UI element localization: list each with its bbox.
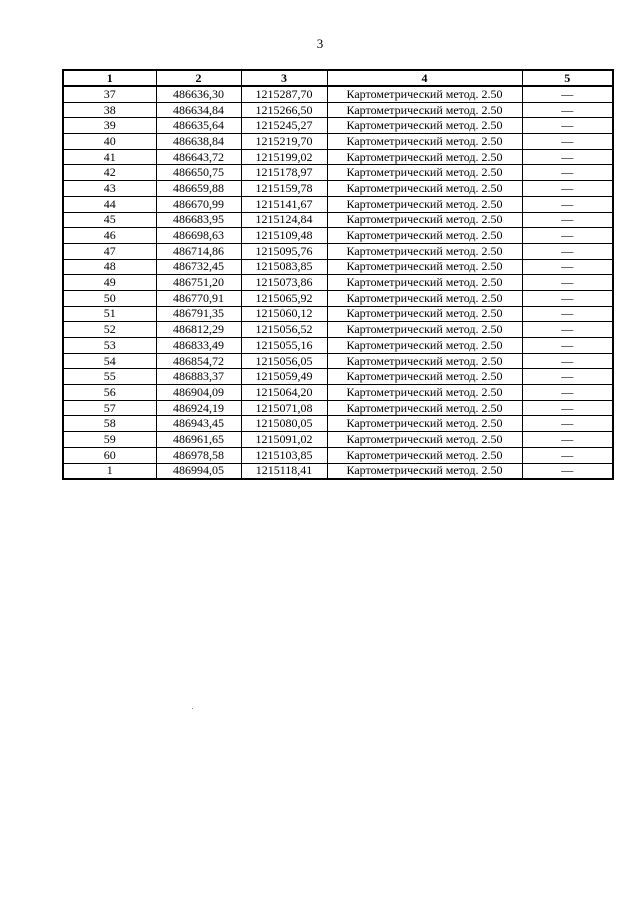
point-number-cell: 55 [63, 369, 156, 385]
y-coordinate-cell: 1215124,84 [241, 212, 327, 228]
description-cell: — [522, 118, 613, 134]
column-header-2: 2 [156, 70, 241, 86]
point-number-cell: 41 [63, 149, 156, 165]
x-coordinate-cell: 486994,05 [156, 463, 241, 479]
point-number-cell: 45 [63, 212, 156, 228]
table-row [63, 134, 613, 150]
x-coordinate-cell: 486978,58 [156, 447, 241, 463]
x-coordinate-cell: 486634,84 [156, 102, 241, 118]
point-number-cell: 57 [63, 400, 156, 416]
table-row [63, 290, 613, 306]
description-cell: — [522, 447, 613, 463]
y-coordinate-cell: 1215219,70 [241, 134, 327, 150]
description-cell: — [522, 149, 613, 165]
table-row [63, 447, 613, 463]
table-header [63, 70, 613, 86]
method-cell: Картометрический метод. 2.50 [327, 243, 522, 259]
x-coordinate-cell: 486638,84 [156, 134, 241, 150]
table-row [63, 86, 613, 102]
x-coordinate-cell: 486636,30 [156, 86, 241, 102]
x-coordinate-cell: 486812,29 [156, 322, 241, 338]
point-number-cell: 42 [63, 165, 156, 181]
y-coordinate-cell: 1215083,85 [241, 259, 327, 275]
method-cell: Картометрический метод. 2.50 [327, 400, 522, 416]
point-number-cell: 54 [63, 353, 156, 369]
description-cell: — [522, 259, 613, 275]
y-coordinate-cell: 1215178,97 [241, 165, 327, 181]
x-coordinate-cell: 486961,65 [156, 432, 241, 448]
y-coordinate-cell: 1215071,08 [241, 400, 327, 416]
table-row [63, 353, 613, 369]
description-cell: — [522, 353, 613, 369]
x-coordinate-cell: 486698,63 [156, 228, 241, 244]
table-row [63, 212, 613, 228]
x-coordinate-cell: 486659,88 [156, 181, 241, 197]
y-coordinate-cell: 1215055,16 [241, 338, 327, 354]
description-cell: — [522, 290, 613, 306]
point-number-cell: 44 [63, 196, 156, 212]
point-number-cell: 43 [63, 181, 156, 197]
x-coordinate-cell: 486751,20 [156, 275, 241, 291]
table-row [63, 338, 613, 354]
point-number-cell: 60 [63, 447, 156, 463]
description-cell: — [522, 432, 613, 448]
table-body [63, 86, 613, 479]
description-cell: — [522, 102, 613, 118]
method-cell: Картометрический метод. 2.50 [327, 447, 522, 463]
y-coordinate-cell: 1215095,76 [241, 243, 327, 259]
description-cell: — [522, 306, 613, 322]
y-coordinate-cell: 1215080,05 [241, 416, 327, 432]
y-coordinate-cell: 1215056,05 [241, 353, 327, 369]
table-row [63, 275, 613, 291]
method-cell: Картометрический метод. 2.50 [327, 353, 522, 369]
x-coordinate-cell: 486791,35 [156, 306, 241, 322]
y-coordinate-cell: 1215103,85 [241, 447, 327, 463]
header-row [63, 70, 613, 86]
x-coordinate-cell: 486770,91 [156, 290, 241, 306]
y-coordinate-cell: 1215199,02 [241, 149, 327, 165]
x-coordinate-cell: 486854,72 [156, 353, 241, 369]
x-coordinate-cell: 486650,75 [156, 165, 241, 181]
table-row [63, 432, 613, 448]
description-cell: — [522, 416, 613, 432]
point-number-cell: 37 [63, 86, 156, 102]
table-row [63, 243, 613, 259]
point-number-cell: 1 [63, 463, 156, 479]
y-coordinate-cell: 1215073,86 [241, 275, 327, 291]
y-coordinate-cell: 1215064,20 [241, 385, 327, 401]
description-cell: — [522, 134, 613, 150]
method-cell: Картометрический метод. 2.50 [327, 275, 522, 291]
y-coordinate-cell: 1215056,52 [241, 322, 327, 338]
point-number-cell: 53 [63, 338, 156, 354]
x-coordinate-cell: 486904,09 [156, 385, 241, 401]
y-coordinate-cell: 1215118,41 [241, 463, 327, 479]
method-cell: Картометрический метод. 2.50 [327, 181, 522, 197]
method-cell: Картометрический метод. 2.50 [327, 259, 522, 275]
x-coordinate-cell: 486635,64 [156, 118, 241, 134]
x-coordinate-cell: 486714,86 [156, 243, 241, 259]
description-cell: — [522, 228, 613, 244]
table-row [63, 416, 613, 432]
x-coordinate-cell: 486670,99 [156, 196, 241, 212]
table-row [63, 149, 613, 165]
y-coordinate-cell: 1215141,67 [241, 196, 327, 212]
point-number-cell: 47 [63, 243, 156, 259]
point-number-cell: 52 [63, 322, 156, 338]
page-number: 3 [316, 36, 324, 51]
y-coordinate-cell: 1215287,70 [241, 86, 327, 102]
method-cell: Картометрический метод. 2.50 [327, 463, 522, 479]
method-cell: Картометрический метод. 2.50 [327, 149, 522, 165]
table-row [63, 322, 613, 338]
method-cell: Картометрический метод. 2.50 [327, 290, 522, 306]
table-row [63, 118, 613, 134]
method-cell: Картометрический метод. 2.50 [327, 118, 522, 134]
y-coordinate-cell: 1215266,50 [241, 102, 327, 118]
method-cell: Картометрический метод. 2.50 [327, 338, 522, 354]
point-number-cell: 38 [63, 102, 156, 118]
description-cell: — [522, 86, 613, 102]
column-header-3: 3 [241, 70, 327, 86]
description-cell: — [522, 400, 613, 416]
method-cell: Картометрический метод. 2.50 [327, 196, 522, 212]
description-cell: — [522, 243, 613, 259]
method-cell: Картометрический метод. 2.50 [327, 212, 522, 228]
method-cell: Картометрический метод. 2.50 [327, 306, 522, 322]
y-coordinate-cell: 1215245,27 [241, 118, 327, 134]
table-row [63, 259, 613, 275]
method-cell: Картометрический метод. 2.50 [327, 432, 522, 448]
description-cell: — [522, 385, 613, 401]
description-cell: — [522, 196, 613, 212]
description-cell: — [522, 212, 613, 228]
table-row [63, 400, 613, 416]
y-coordinate-cell: 1215059,49 [241, 369, 327, 385]
table-row [63, 181, 613, 197]
x-coordinate-cell: 486732,45 [156, 259, 241, 275]
description-cell: — [522, 322, 613, 338]
table-row [63, 306, 613, 322]
table-row [63, 463, 613, 479]
description-cell: — [522, 338, 613, 354]
method-cell: Картометрический метод. 2.50 [327, 228, 522, 244]
method-cell: Картометрический метод. 2.50 [327, 416, 522, 432]
y-coordinate-cell: 1215109,48 [241, 228, 327, 244]
description-cell: — [522, 165, 613, 181]
table-row [63, 102, 613, 118]
column-header-4: 4 [327, 70, 522, 86]
x-coordinate-cell: 486883,37 [156, 369, 241, 385]
point-number-cell: 39 [63, 118, 156, 134]
method-cell: Картометрический метод. 2.50 [327, 134, 522, 150]
x-coordinate-cell: 486924,19 [156, 400, 241, 416]
method-cell: Картометрический метод. 2.50 [327, 322, 522, 338]
y-coordinate-cell: 1215065,92 [241, 290, 327, 306]
table-row [63, 228, 613, 244]
point-number-cell: 51 [63, 306, 156, 322]
method-cell: Картометрический метод. 2.50 [327, 385, 522, 401]
point-number-cell: 48 [63, 259, 156, 275]
x-coordinate-cell: 486683,95 [156, 212, 241, 228]
description-cell: — [522, 369, 613, 385]
x-coordinate-cell: 486643,72 [156, 149, 241, 165]
point-number-cell: 56 [63, 385, 156, 401]
column-header-1: 1 [63, 70, 156, 86]
point-number-cell: 58 [63, 416, 156, 432]
point-number-cell: 46 [63, 228, 156, 244]
stray-mark [192, 708, 193, 709]
method-cell: Картометрический метод. 2.50 [327, 102, 522, 118]
y-coordinate-cell: 1215159,78 [241, 181, 327, 197]
table-row [63, 196, 613, 212]
table-row [63, 385, 613, 401]
point-number-cell: 50 [63, 290, 156, 306]
description-cell: — [522, 181, 613, 197]
description-cell: — [522, 275, 613, 291]
table-row [63, 369, 613, 385]
method-cell: Картометрический метод. 2.50 [327, 369, 522, 385]
x-coordinate-cell: 486943,45 [156, 416, 241, 432]
point-number-cell: 49 [63, 275, 156, 291]
coordinates-table [62, 69, 614, 480]
method-cell: Картометрический метод. 2.50 [327, 165, 522, 181]
column-header-5: 5 [522, 70, 613, 86]
description-cell: — [522, 463, 613, 479]
point-number-cell: 40 [63, 134, 156, 150]
point-number-cell: 59 [63, 432, 156, 448]
table-row [63, 165, 613, 181]
y-coordinate-cell: 1215060,12 [241, 306, 327, 322]
x-coordinate-cell: 486833,49 [156, 338, 241, 354]
method-cell: Картометрический метод. 2.50 [327, 86, 522, 102]
y-coordinate-cell: 1215091,02 [241, 432, 327, 448]
